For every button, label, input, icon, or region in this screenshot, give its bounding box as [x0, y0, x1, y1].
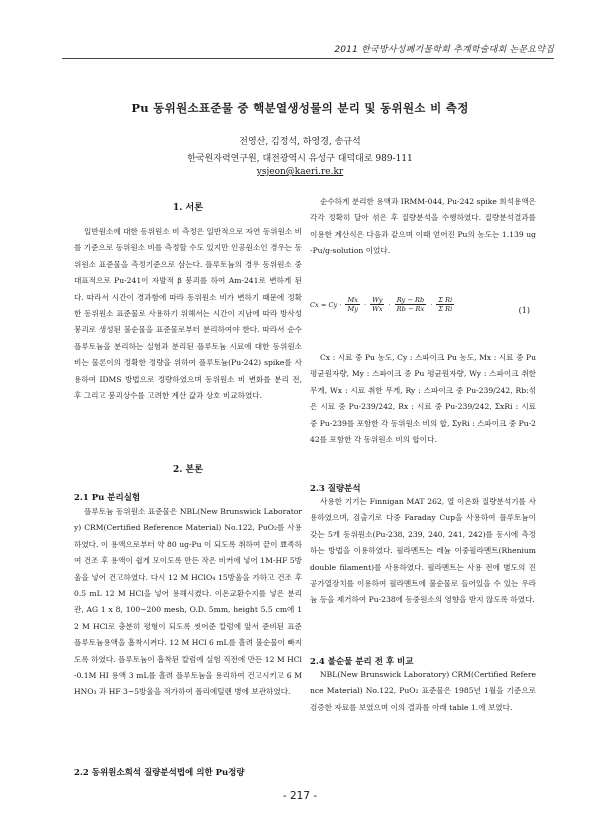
- running-header: 2011 한국방사성폐기물학회 추계학술대회 논문요약집: [334, 45, 554, 55]
- page-number: - 217 -: [282, 790, 318, 802]
- paper-title: Pu 동위원소표준물 중 핵분열생성물의 분리 및 동위원소 비 측정: [131, 101, 469, 115]
- subsection-heading-2-3: 2.3 질량분석: [310, 484, 361, 494]
- fraction-mass: $\frac{Mx}{My}$: [347, 296, 358, 313]
- subsection-2-1-paragraph: 플루토늄 동위원소 표준물은 NBL(New Brunswick Laboratory) CRM(Certified Reference Material) No.122, PuO₂를 사용하였다. 이 용액으로부터 약 80 ug-Pu 이 되도록 취하여 끝이 뾰족하여 건조 후 용액이 쉽게 모이도록 만든 작은 비커에 넣어 1M-HF 5방울을 넣어 건고하였다. 다시 12 M HClO₄ 15방울을 가하고 건조 후 0.5 mL 12 M HCl을 넣어 용해시켰다. 이온교환수지를 넣은 분리관, AG 1 x 8, 100~200 mesh, O.D. 5mm, height 5.5 cm에 12 M HCl로 충분히 평형이 되도록 씻어준 칼럼에 앞서 준비된 표준 플루토늄용액을 흡착시켜다. 12 M HCl 6 mL를 흘려 불순물이 빠지도록 하였다. 플루토늄이 흡착된 칼럼에 실험 직전에 만든 12 M HCl-0.1M HI 용액 3 mL를 흘려 플루토늄을 용리하여 건고시키고 6 M HNO₃ 과 HF 3~5방울을 적가하여 폴리에틸렌 병에 보관하였다.: [74, 507, 302, 697]
- equation-lhs: Cx = Cy ·: [310, 300, 342, 309]
- idms-equation: Cx = Cy · $\frac{Mx}{My}$ · $\frac{Wy}{Wx}$ · $\frac{Ry - Rb}{Rb - Rx}$ · $\frac{\text{Σ Ri}}{\text{Σ Ri}}$ (1): [310, 296, 530, 315]
- subsection-2-4-paragraph: NBL(New Brunswick Laboratory) CRM(Certified Reference Material) No.122, PuO₂ 표준물은 1985년 1월을 기준으로 검증한 자료를 보였으며 이의 결과를 아래 table 1.에 보였다.: [310, 670, 536, 712]
- equation-legend: Cx : 시료 중 Pu 농도, Cy : 스파이크 Pu 농도, Mx : 시료 중 Pu 평균원자량, My : 스파이크 중 Pu 평균원자량, Wy : 스파이크 취한 무게, Wx : 시료 취한 무게, Ry : 스파이크 중 Pu-239/242, Rb:섞은 시료 중 Pu-239/242, Rx : 시료 중 Pu-239/242, ΣxRi : 시료 중 Pu-239를 포함한 각 동위원소 비의 합, ΣyRi : 스파이크 중 Pu-242를 포함한 각 동위원소 비의 합이다.: [310, 353, 536, 445]
- subsection-heading-2-2: 2.2 동위원소희석 질량분석법에 의한 Pu정량: [74, 768, 245, 778]
- subsection-2-3-paragraph: 사용한 기기는 Finnigan MAT 262, 열 이온화 질량분석기를 사용하였으며, 검출기로 다중 Faraday Cup을 사용하여 플루토늄이 갖는 5개 동위원소(Pu-238, 239, 240, 241, 242)를 동시에 측정하는 방법을 이용하였다. 필라멘트는 레늄 이중필라멘트(Rhenium double filament)를 사용하였다. 필라멘트는 사용 전에 별도의 진공가열장치를 이용하여 필라멘트에 불순물로 들어있을 수 있는 우라늄 등을 제거하여 Pu-238에 동중원소의 영향을 받지 않도록 하였다.: [310, 497, 536, 605]
- author-list: 전영산, 김정석, 하영경, 송규석: [239, 137, 361, 147]
- fraction-sum: $\frac{\text{Σ Ri}}{\text{Σ Ri}}$: [438, 296, 453, 313]
- email-link[interactable]: ysjeon@kaeri.re.kr: [256, 167, 344, 177]
- section-heading-introduction: 1. 서론: [173, 203, 203, 213]
- introduction-paragraph: 일반원소에 대한 동위원소 비 측정은 일반적으로 자연 동위원소 비를 기준으로 동위원소 비를 측정할 수도 있지만 인공원소인 경우는 동위원소 표준물을 측정기준으로 삼는다. 플루토늄의 경우 동위원소 중 대표적으로 Pu-241이 자발적 β 붕괴를 하여 Am-241로 변하게 된다. 따라서 시간이 경과함에 따라 동위원소 비가 변하기 때문에 정확한 동위원소 표준물로 사용하기 위해서는 시간이 지남에 따라 방사성붕괴로 생성된 불순물을 표준물로부터 분리하여야 한다. 따라서 순수 플루토늄을 분리하는 실험과 분리된 플루토늄 시료에 대한 동위원소 비는 물론이의 정확한 정량을 위하여 플루토늄(Pu-242) spike를 사용하여 IDMS 방법으로 정량하였으며 동위원소 비 변화를 분리 전, 후 그리고 붕괴상수를 고려한 계산 값과 상호 비교하였다.: [74, 227, 302, 401]
- fraction-ratio: $\frac{Ry - Rb}{Rb - Rx}$: [396, 296, 425, 313]
- contact-email: [40, 167, 560, 177]
- subsection-heading-2-1: 2.1 Pu 분리실험: [74, 493, 141, 503]
- equation-number: (1): [518, 306, 530, 315]
- idms-intro-paragraph: 순수하게 분리한 용액과 IRMM-044, Pu-242 spike 희석용액은 각각 정확히 달아 섞은 후 질량분석을 수행하였다. 질량분석결과를 이용한 계산식은 다음과 같으며 이때 얻어진 Pu의 농도는 1.139 ug-Pu/g-solution 이었다.: [310, 197, 536, 256]
- subsection-heading-2-4: 2.4 불순물 분리 전 후 비교: [310, 657, 414, 667]
- fraction-weight: $\frac{Wy}{Wx}$: [372, 296, 383, 313]
- header-rule: [62, 58, 554, 59]
- section-heading-body: 2. 본론: [173, 465, 203, 475]
- affiliation: 한국원자력연구원, 대전광역시 유성구 대덕대로 989-111: [187, 154, 413, 164]
